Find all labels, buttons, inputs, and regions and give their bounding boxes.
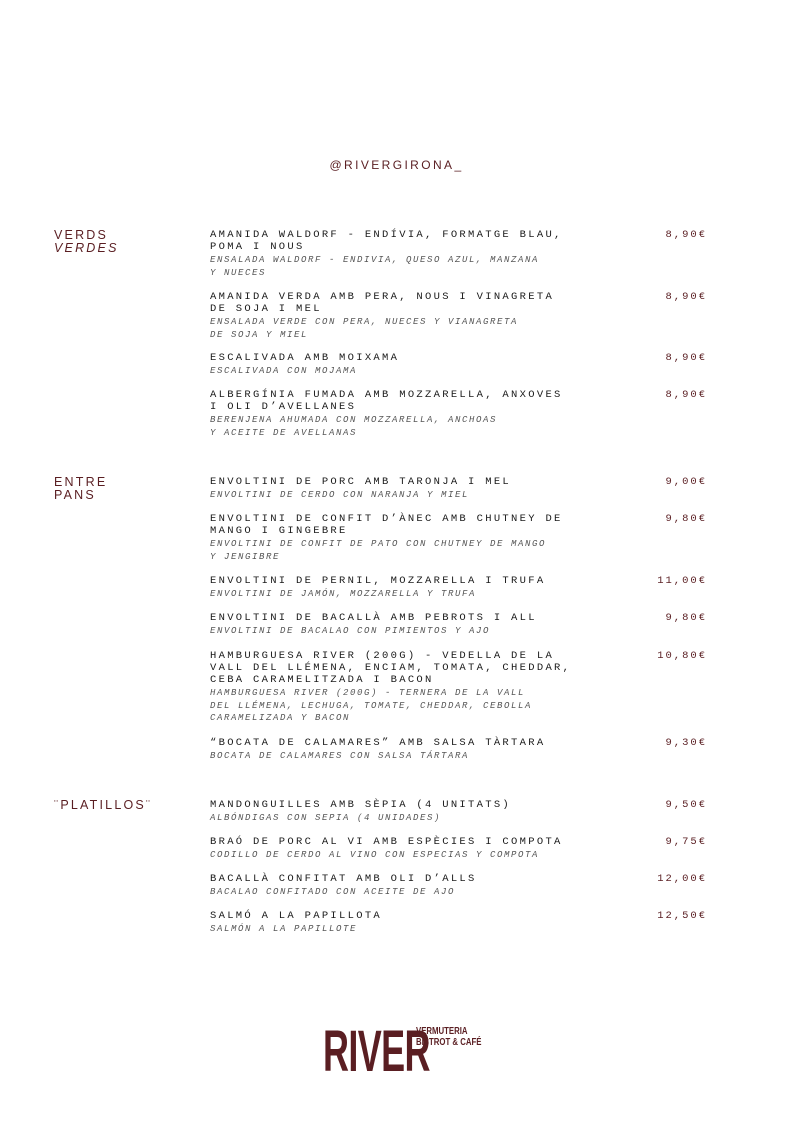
menu-item: [210, 873, 710, 899]
item-description: HAMBURGUESA RIVER (200G) - TERNERA DE LA VALL DEL LLÉMENA, LECHUGA, TOMATE, CHEDDAR, CEBOLLA CARAMELIZADA Y BACON: [210, 688, 533, 723]
logo-wordmark: RIVER: [323, 1019, 430, 1084]
item-description: ENSALADA VERDE CON PERA, NUECES Y VIANAGRETA DE SOJA Y MIEL: [210, 317, 519, 340]
menu-item: [210, 291, 710, 341]
item-name: BRAÓ DE PORC AL VI AMB ESPÈCIES I COMPOTA: [210, 836, 563, 848]
menu-item: [210, 836, 710, 862]
item-price: 12,00€: [657, 873, 707, 885]
item-name: AMANIDA WALDORF - ENDÍVIA, FORMATGE BLAU, POMA I NOUS: [210, 229, 563, 253]
section-title: [54, 799, 152, 812]
item-description: ENVOLTINI DE BACALAO CON PIMIENTOS Y AJO: [210, 626, 491, 636]
item-description: ENVOLTINI DE CONFIT DE PATO CON CHUTNEY DE MANGO Y JENGIBRE: [210, 539, 547, 562]
item-price: 12,50€: [657, 910, 707, 922]
item-price: 10,80€: [657, 650, 707, 662]
menu-item: [210, 612, 710, 638]
menu-item: [210, 352, 710, 378]
item-name: SALMÓ A LA PAPILLOTA: [210, 910, 383, 922]
menu-item: [210, 229, 710, 279]
item-price: 9,30€: [665, 737, 707, 749]
item-name: ENVOLTINI DE CONFIT D’ÀNEC AMB CHUTNEY DE MANGO I GINGEBRE: [210, 513, 563, 537]
item-description: ENSALADA WALDORF - ENDIVIA, QUESO AZUL, MANZANA Y NUECES: [210, 255, 540, 278]
menu-item: [210, 575, 710, 601]
item-price: 9,75€: [665, 836, 707, 848]
item-description: BACALAO CONFITADO CON ACEITE DE AJO: [210, 887, 456, 897]
logo-tagline-line2: BISTROT & CAFÉ: [416, 1037, 482, 1048]
section-title-main: ¨PLATILLOS¨: [54, 798, 153, 812]
instagram-handle: @RIVERGIRONA_: [329, 158, 464, 172]
item-price: 9,50€: [665, 799, 707, 811]
menu-item: [210, 389, 710, 439]
menu-item: [210, 650, 710, 725]
item-name: ESCALIVADA AMB MOIXAMA: [210, 352, 400, 364]
section-title-sub: PANS: [54, 488, 96, 502]
section-title-sub: VERDES: [54, 241, 119, 255]
item-description: SALMÓN A LA PAPILLOTE: [210, 924, 358, 934]
section-title-main: ENTRE: [54, 475, 108, 489]
item-name: BACALLÀ CONFITAT AMB OLI D’ALLS: [210, 873, 477, 885]
item-price: 11,00€: [657, 575, 707, 587]
item-price: 8,90€: [665, 291, 707, 303]
item-description: ENVOLTINI DE CERDO CON NARANJA Y MIEL: [210, 490, 470, 500]
item-name: ALBERGÍNIA FUMADA AMB MOZZARELLA, ANXOVES I OLI D’AVELLANES: [210, 389, 563, 413]
item-price: 9,80€: [665, 513, 707, 525]
item-name: ENVOLTINI DE PERNIL, MOZZARELLA I TRUFA: [210, 575, 546, 587]
menu-item: [210, 799, 710, 825]
menu-item: [210, 910, 710, 936]
item-price: 9,00€: [665, 476, 707, 488]
item-name: “BOCATA DE CALAMARES” AMB SALSA TÀRTARA: [210, 737, 546, 749]
item-description: CODILLO DE CERDO AL VINO CON ESPECIAS Y COMPOTA: [210, 850, 540, 860]
section-title-main: VERDS: [54, 228, 109, 242]
item-name: MANDONGUILLES AMB SÈPIA (4 UNITATS): [210, 799, 512, 811]
logo-tagline-line1: VERMUTERIA: [416, 1026, 468, 1037]
item-description: ENVOLTINI DE JAMÓN, MOZZARELLA Y TRUFA: [210, 589, 477, 599]
item-description: BERENJENA AHUMADA CON MOZZARELLA, ANCHOAS Y ACEITE DE AVELLANAS: [210, 415, 498, 438]
item-name: AMANIDA VERDA AMB PERA, NOUS I VINAGRETA DE SOJA I MEL: [210, 291, 555, 315]
item-description: BOCATA DE CALAMARES CON SALSA TÁRTARA: [210, 751, 470, 761]
item-price: 8,90€: [665, 229, 707, 241]
menu-item: [210, 737, 710, 763]
item-name: HAMBURGUESA RIVER (200G) - VEDELLA DE LA VALL DEL LLÉMENA, ENCIAM, TOMATA, CHEDDAR, CEBA CARAMELITZADA I BACON: [210, 650, 572, 686]
item-price: 9,80€: [665, 612, 707, 624]
section-title: [54, 476, 107, 502]
item-price: 8,90€: [665, 389, 707, 401]
logo-tagline: [416, 1026, 481, 1048]
item-name: ENVOLTINI DE BACALLÀ AMB PEBROTS I ALL: [210, 612, 537, 624]
item-description: ESCALIVADA CON MOJAMA: [210, 366, 358, 376]
item-price: 8,90€: [665, 352, 707, 364]
item-description: ALBÓNDIGAS CON SEPIA (4 UNIDADES): [210, 813, 442, 823]
item-name: ENVOLTINI DE PORC AMB TARONJA I MEL: [210, 476, 512, 488]
menu-item: [210, 513, 710, 563]
menu-item: [210, 476, 710, 502]
section-title: [54, 229, 119, 255]
